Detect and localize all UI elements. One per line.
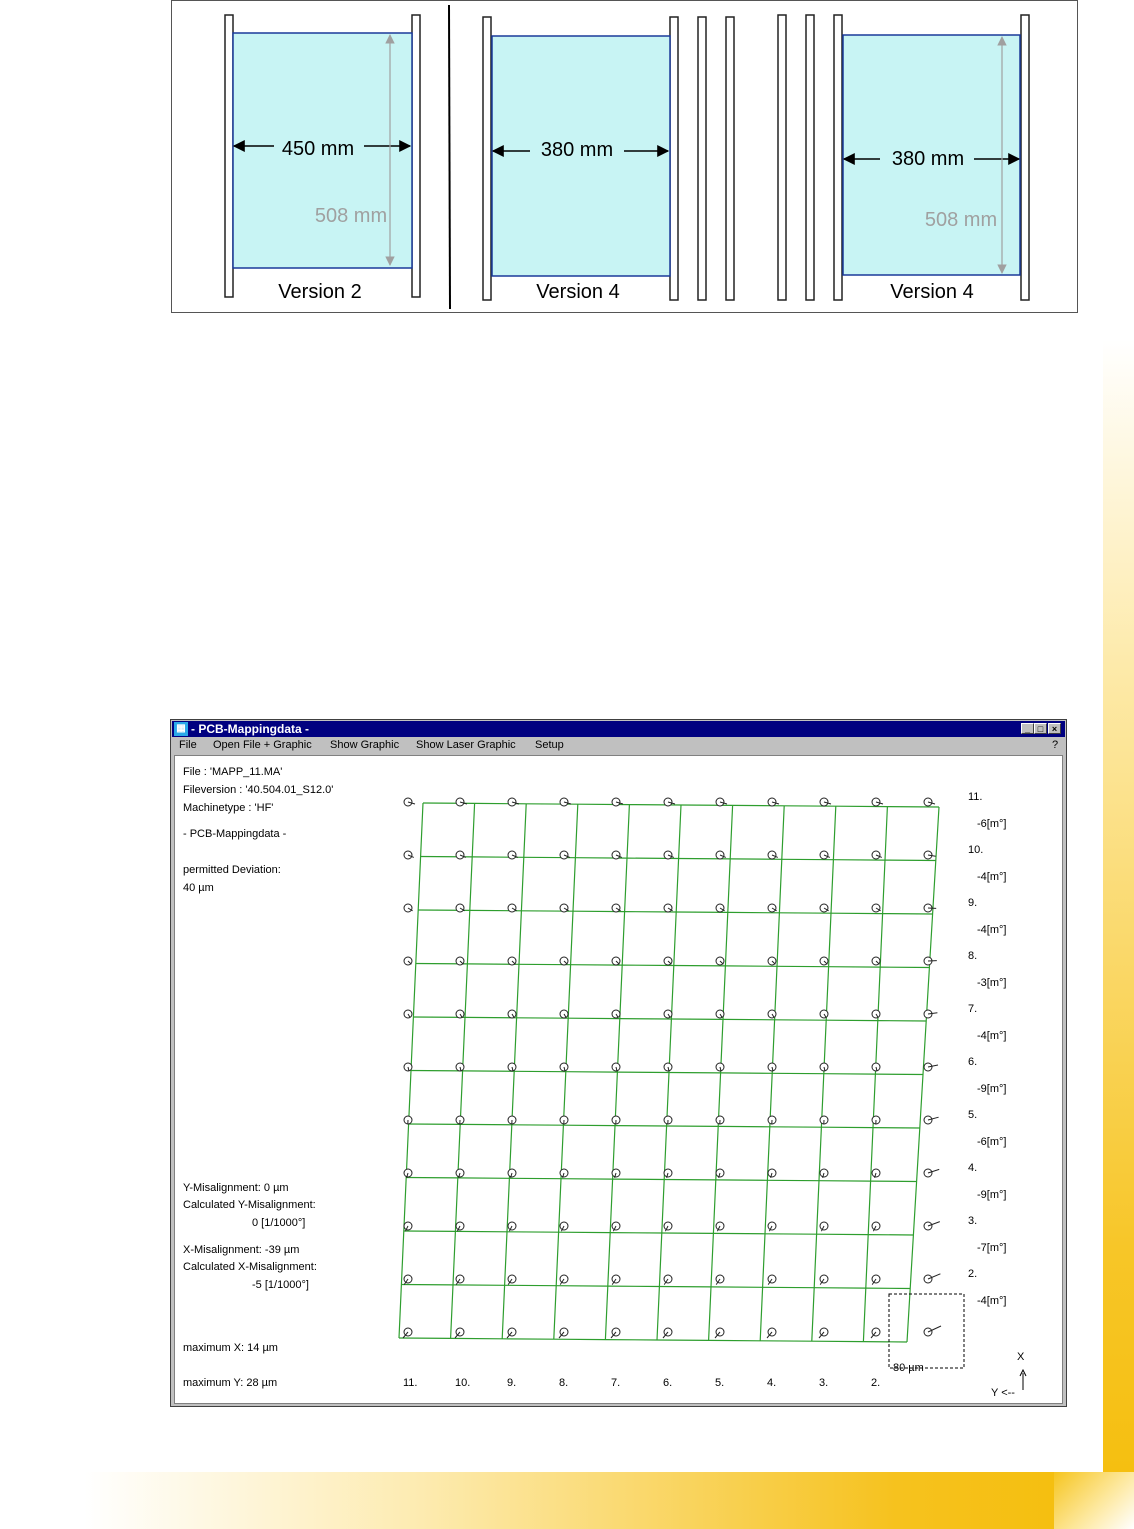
decor-corner-gradient bbox=[1054, 1472, 1134, 1529]
column-label: 7. bbox=[611, 1377, 621, 1389]
grid-line bbox=[409, 1124, 920, 1128]
calc-x-misalignment-label: Calculated X-Misalignment: bbox=[183, 1261, 317, 1273]
mapping-window bbox=[170, 719, 1067, 1407]
row-angle: -9[m°] bbox=[977, 1189, 1007, 1201]
row-angle: -6[m°] bbox=[977, 1136, 1007, 1148]
decor-bottom-gradient bbox=[0, 1472, 1054, 1529]
grid-line bbox=[418, 910, 932, 914]
row-label: 9. bbox=[968, 897, 978, 909]
grid-line bbox=[406, 1178, 916, 1182]
file-info: File : 'MAPP_11.MA' bbox=[183, 766, 283, 778]
maximum-y: maximum Y: 28 µm bbox=[183, 1377, 278, 1389]
maximum-x: maximum X: 14 µm bbox=[183, 1342, 278, 1354]
row-angle: -4[m°] bbox=[977, 924, 1007, 936]
row-angle: -7[m°] bbox=[977, 1242, 1007, 1254]
version-label-2: Version 4 bbox=[536, 281, 620, 303]
rail bbox=[778, 15, 786, 300]
permitted-deviation-value: 40 µm bbox=[183, 882, 214, 894]
menu-bar bbox=[172, 737, 1065, 754]
calc-y-misalignment-value: 0 [1/1000°] bbox=[252, 1217, 306, 1229]
rail bbox=[412, 15, 420, 297]
menu-setup[interactable]: Setup bbox=[535, 739, 564, 751]
width-label-3: 380 mm bbox=[891, 148, 965, 170]
rail bbox=[806, 15, 814, 300]
permitted-deviation-label: permitted Deviation: bbox=[183, 864, 281, 876]
rail bbox=[1021, 15, 1029, 300]
width-label-1: 450 mm bbox=[281, 138, 355, 160]
separator bbox=[449, 5, 450, 309]
width-label-2: 380 mm bbox=[540, 139, 614, 161]
menu-open-file-graphic[interactable]: Open File + Graphic bbox=[213, 739, 312, 751]
height-label-1: 508 mm bbox=[314, 205, 388, 227]
rail bbox=[726, 17, 734, 300]
row-label: 6. bbox=[968, 1056, 978, 1068]
row-angle: -9[m°] bbox=[977, 1083, 1007, 1095]
board-size-diagram bbox=[171, 0, 1078, 313]
column-label: 3. bbox=[819, 1377, 829, 1389]
menu-show-laser-graphic[interactable]: Show Laser Graphic bbox=[416, 739, 516, 751]
column-label: 11. bbox=[403, 1377, 418, 1389]
axis-y-label: Y <-- bbox=[991, 1387, 1015, 1399]
row-label: 10. bbox=[968, 844, 984, 856]
machinetype-info: Machinetype : 'HF' bbox=[183, 802, 274, 814]
rail bbox=[698, 17, 706, 300]
column-label: 6. bbox=[663, 1377, 673, 1389]
row-angle: -6[m°] bbox=[977, 818, 1007, 830]
grid-app-icon[interactable]: ▦ bbox=[174, 722, 188, 736]
row-label: 7. bbox=[968, 1003, 978, 1015]
calc-x-misalignment-value: -5 [1/1000°] bbox=[252, 1279, 309, 1291]
row-angle: -4[m°] bbox=[977, 871, 1007, 883]
window-title: - PCB-Mappingdata - bbox=[191, 722, 309, 736]
menu-show-graphic[interactable]: Show Graphic bbox=[330, 739, 400, 751]
grid-line bbox=[399, 1338, 907, 1342]
mapping-graphic bbox=[175, 756, 1062, 1403]
grid-line bbox=[404, 1231, 914, 1235]
rail bbox=[670, 17, 678, 300]
grid-line bbox=[401, 1285, 910, 1289]
version-label-1: Version 2 bbox=[278, 281, 362, 303]
version-label-3: Version 4 bbox=[890, 281, 974, 303]
column-label: 4. bbox=[767, 1377, 777, 1389]
row-label: 4. bbox=[968, 1162, 978, 1174]
close-icon[interactable]: × bbox=[1048, 723, 1061, 734]
grid-line bbox=[416, 964, 930, 968]
title-bar[interactable] bbox=[172, 721, 1065, 737]
menu-file[interactable]: File bbox=[179, 739, 197, 751]
mapping-heading: - PCB-Mappingdata - bbox=[183, 828, 287, 840]
mapping-client-area bbox=[174, 755, 1063, 1404]
row-angle: -3[m°] bbox=[977, 977, 1007, 989]
axis-x-label: X bbox=[1017, 1351, 1025, 1363]
x-misalignment: X-Misalignment: -39 µm bbox=[183, 1244, 300, 1256]
row-label: 11. bbox=[968, 791, 983, 803]
calc-y-misalignment-label: Calculated Y-Misalignment: bbox=[183, 1199, 316, 1211]
row-label: 8. bbox=[968, 950, 978, 962]
row-label: 2. bbox=[968, 1268, 978, 1280]
row-label: 5. bbox=[968, 1109, 978, 1121]
rail bbox=[225, 15, 233, 297]
row-angle: -4[m°] bbox=[977, 1295, 1007, 1307]
column-label: 2. bbox=[871, 1377, 881, 1389]
y-misalignment: Y-Misalignment: 0 µm bbox=[183, 1182, 289, 1194]
row-label: 3. bbox=[968, 1215, 978, 1227]
decor-right-gradient bbox=[1103, 340, 1134, 1475]
row-angle: -4[m°] bbox=[977, 1030, 1007, 1042]
maximize-icon[interactable]: □ bbox=[1034, 723, 1047, 734]
column-label: 8. bbox=[559, 1377, 569, 1389]
column-label: 10. bbox=[455, 1377, 471, 1389]
menu-help[interactable]: ? bbox=[1052, 739, 1059, 751]
minimize-icon[interactable]: _ bbox=[1021, 723, 1034, 734]
rail bbox=[834, 15, 842, 300]
column-label: 5. bbox=[715, 1377, 725, 1389]
column-label: 9. bbox=[507, 1377, 517, 1389]
scale-label: 80 µm bbox=[893, 1362, 924, 1374]
fileversion-info: Fileversion : '40.504.01_S12.0' bbox=[183, 784, 334, 796]
height-label-3: 508 mm bbox=[924, 209, 998, 231]
rail bbox=[483, 17, 491, 300]
